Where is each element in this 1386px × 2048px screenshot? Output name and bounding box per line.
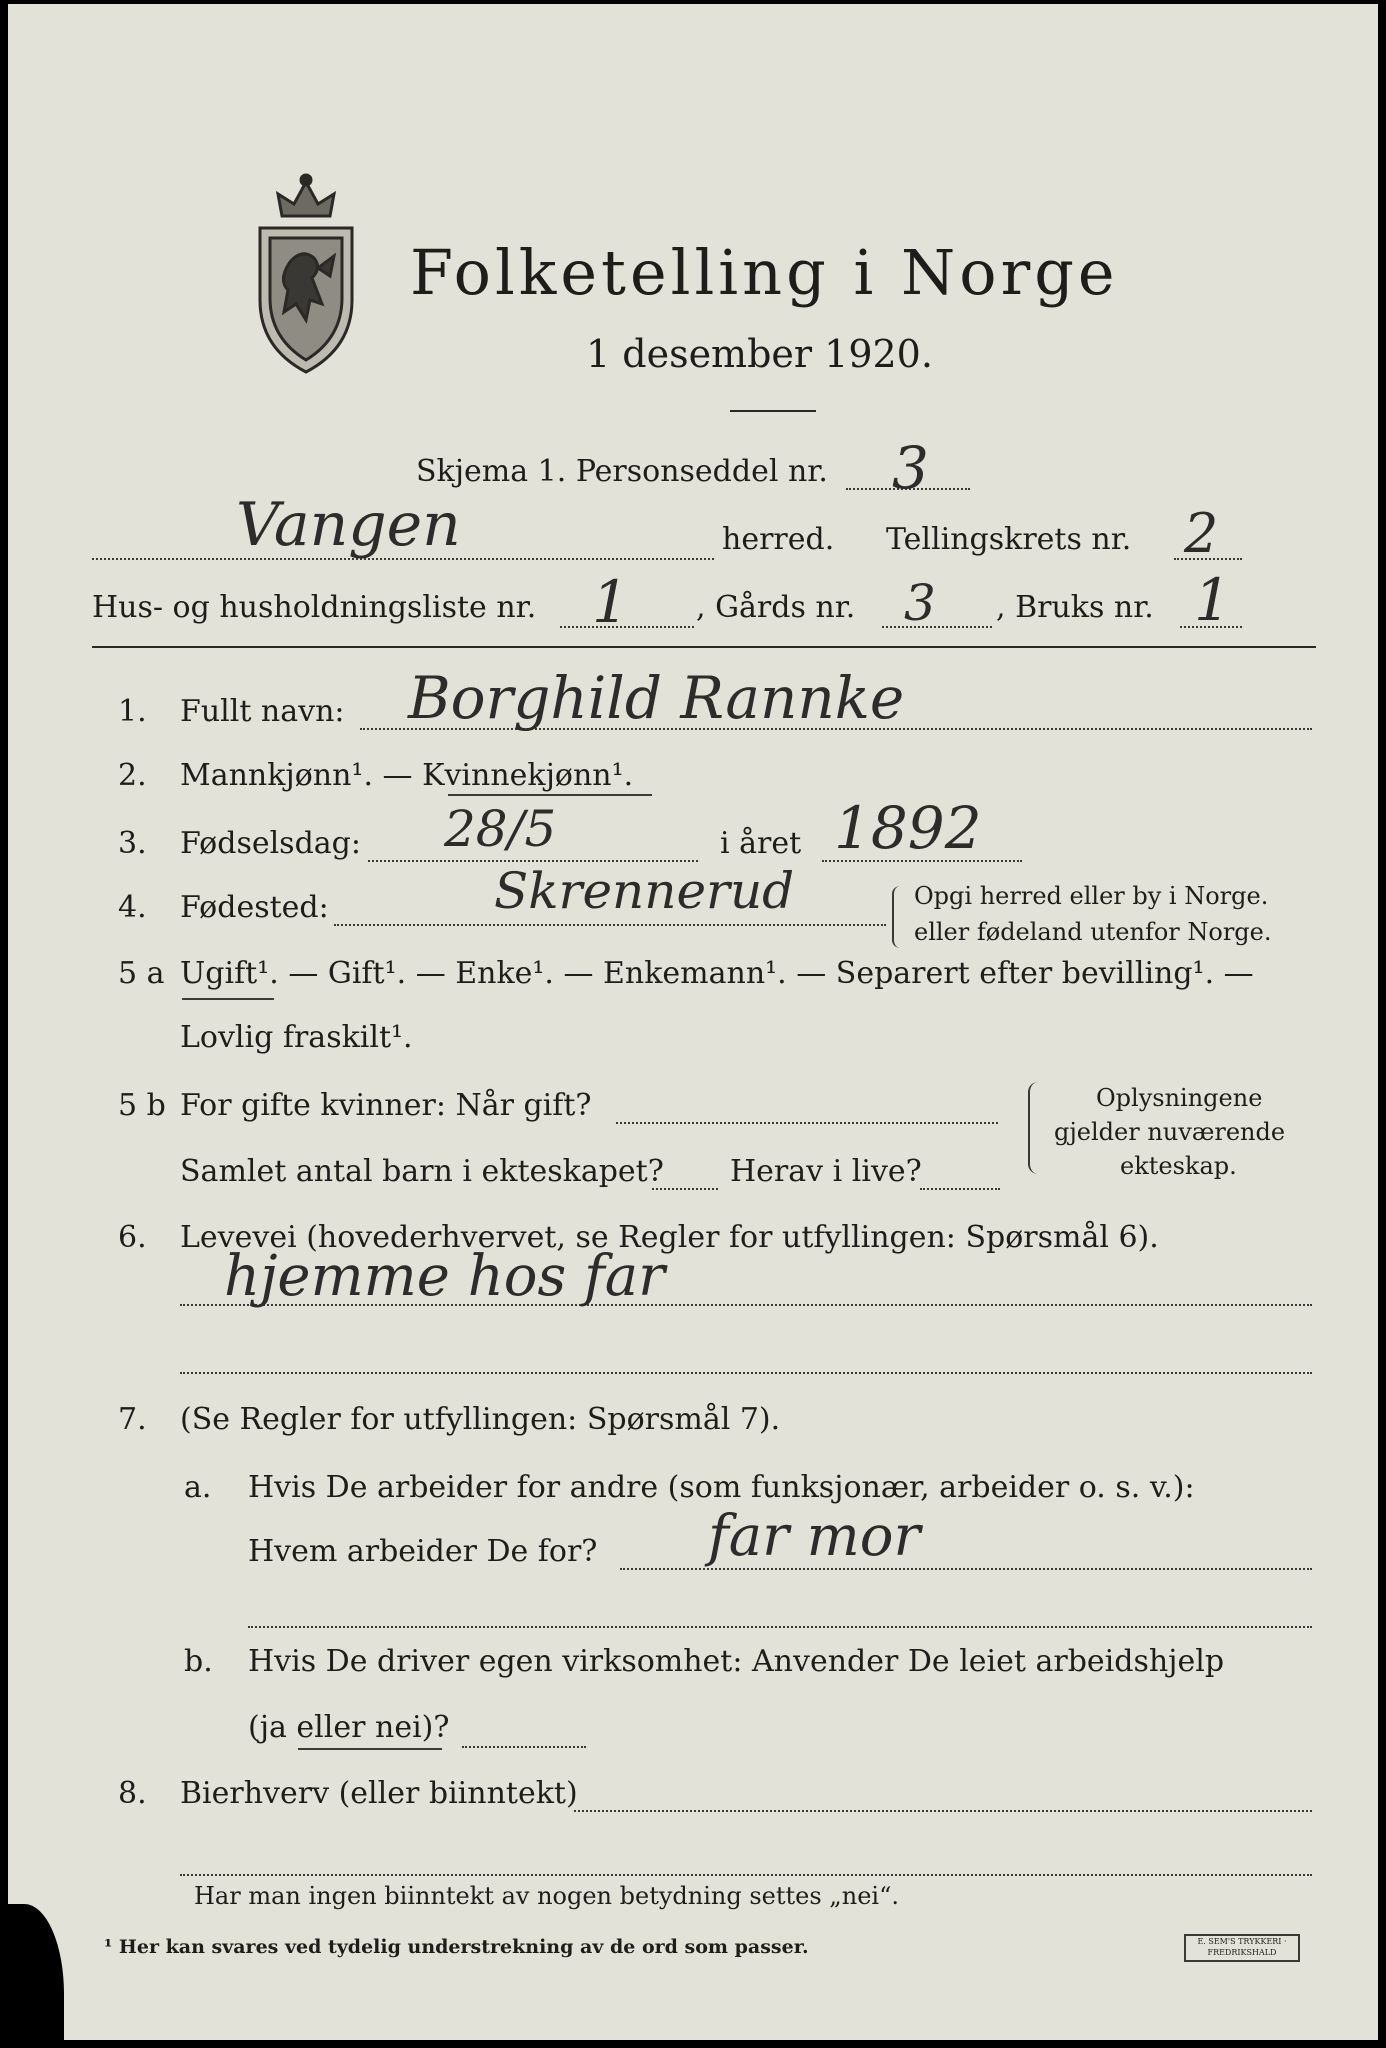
q5b-brace — [1028, 1082, 1042, 1174]
full-name-value: Borghild Rannke — [408, 664, 905, 732]
q5b-line2b: Herav i live? — [730, 1154, 922, 1189]
birthplace-value: Skrennerud — [494, 862, 795, 920]
q6-dots-2 — [180, 1372, 1312, 1374]
q5b-children-dots — [652, 1188, 718, 1190]
herred-value: Vangen — [236, 490, 461, 560]
q8-label: Bierhverv (eller biinntekt) — [180, 1776, 578, 1811]
q6-label: Levevei (hovederhvervet, se Regler for utfyllingen: Spørsmål 6). — [180, 1220, 1159, 1255]
q7b-line2: (ja eller nei)? — [248, 1710, 450, 1745]
q7a-line2: Hvem arbeider De for? — [248, 1534, 598, 1569]
q1-label: Fullt navn: — [180, 694, 345, 729]
hus-label: Hus- og husholdningsliste nr. — [92, 590, 537, 625]
skjema-number: 3 — [892, 434, 929, 502]
year-label: i året — [720, 826, 802, 861]
hus-value: 1 — [592, 568, 629, 636]
q5b-number: 5 b — [118, 1088, 166, 1123]
q5b-married-dots — [616, 1122, 998, 1124]
q1-number: 1. — [118, 694, 147, 729]
herred-label: herred. — [722, 522, 835, 557]
q7-number: 7. — [118, 1402, 147, 1437]
employer-value: far mor — [708, 1504, 921, 1569]
census-date: 1 desember 1920. — [586, 332, 933, 376]
q7b-line1: Hvis De driver egen virksomhet: Anvender De leiet arbeidshjelp — [248, 1644, 1225, 1679]
q4-dots — [334, 924, 886, 926]
gards-value: 3 — [904, 574, 936, 632]
q5a-line2: Lovlig fraskilt¹. — [180, 1020, 413, 1055]
tellingskrets-value: 2 — [1184, 502, 1219, 565]
torn-corner — [8, 1904, 64, 2040]
occupation-value: hjemme hos far — [224, 1244, 665, 1309]
q3-number: 3. — [118, 826, 147, 861]
q5b-line2a: Samlet antal barn i ekteskapet? — [180, 1154, 664, 1189]
q7b-dots — [462, 1746, 586, 1748]
title-divider — [730, 410, 816, 412]
q7-label: (Se Regler for utfyllingen: Spørsmål 7). — [180, 1402, 781, 1437]
footnote: ¹ Her kan svares ved tydelig understrekning av de ord som passer. — [104, 1936, 809, 1958]
bruks-value: 1 — [1194, 566, 1231, 634]
ja-nei-underline — [298, 1748, 442, 1750]
q4-number: 4. — [118, 890, 147, 925]
q8-dots — [574, 1810, 1312, 1812]
q7a-dots-2 — [248, 1626, 1312, 1628]
printer-stamp: E. SEM'S TRYKKERI · FREDRIKSHALD — [1184, 1934, 1300, 1962]
birth-year-value: 1892 — [834, 794, 982, 862]
q5a-number: 5 a — [118, 956, 165, 991]
q5a-line1: Ugift¹. — Gift¹. — Enke¹. — Enkemann¹. — Separert efter bevilling¹. — — [180, 956, 1254, 991]
q7a-number: a. — [184, 1470, 212, 1505]
skjema-label: Skjema 1. Personseddel nr. — [416, 454, 828, 489]
gards-dots — [882, 626, 992, 628]
footer-note: Har man ingen biinntekt av nogen betydning settes „nei“. — [194, 1882, 899, 1910]
q4-note-1: Opgi herred eller by i Norge. — [914, 882, 1269, 910]
bruks-label: , Bruks nr. — [996, 590, 1154, 625]
gards-label: , Gårds nr. — [696, 590, 856, 625]
q3-label: Fødselsdag: — [180, 826, 361, 861]
q5b-note-3: ekteskap. — [1120, 1152, 1237, 1180]
norwegian-lion-crest-icon — [248, 172, 364, 376]
q4-note-2: eller fødeland utenfor Norge. — [914, 918, 1272, 946]
q7a-line1: Hvis De arbeider for andre (som funksjonær, arbeider o. s. v.): — [248, 1470, 1195, 1505]
q8-number: 8. — [118, 1776, 147, 1811]
kvinnekjonn-underline — [448, 794, 652, 796]
q2-number: 2. — [118, 758, 147, 793]
q4-label: Fødested: — [180, 890, 329, 925]
header-divider — [92, 646, 1316, 648]
birthday-value: 28/5 — [444, 800, 557, 858]
q5b-alive-dots — [920, 1188, 1000, 1190]
q5b-line1: For gifte kvinner: Når gift? — [180, 1088, 592, 1123]
q6-number: 6. — [118, 1220, 147, 1255]
q2-label: Mannkjønn¹. — Kvinnekjønn¹. — [180, 758, 634, 793]
census-form-page — [8, 4, 1378, 2040]
q7b-number: b. — [184, 1644, 213, 1679]
ugift-underline — [182, 998, 274, 1000]
tellingskrets-label: Tellingskrets nr. — [886, 522, 1132, 557]
q5b-note-2: gjelder nuværende — [1054, 1118, 1286, 1146]
q4-brace — [892, 886, 904, 948]
q5b-note-1: Oplysningene — [1096, 1084, 1263, 1112]
q8-dots-2 — [180, 1874, 1312, 1876]
form-title: Folketelling i Norge — [410, 236, 1119, 309]
